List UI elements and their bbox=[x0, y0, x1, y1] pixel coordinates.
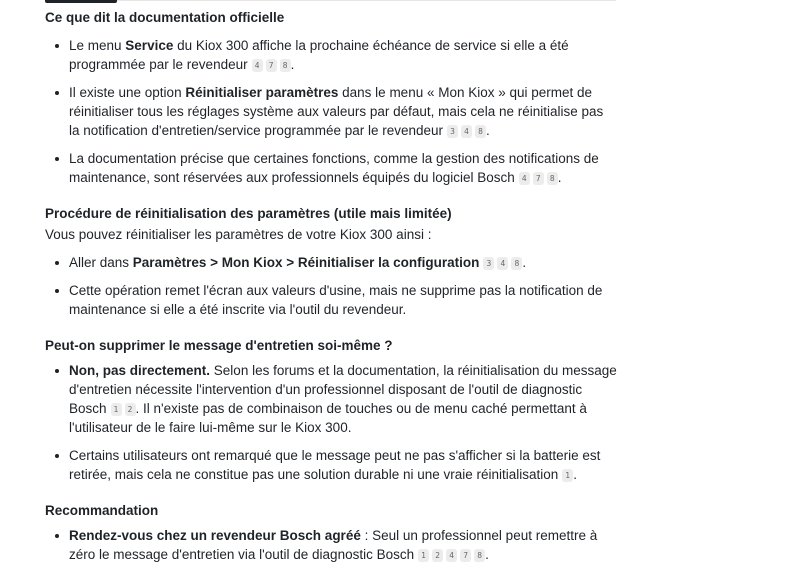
citation-group bbox=[252, 59, 291, 72]
citation-badge[interactable]: 4 bbox=[519, 172, 530, 185]
text: Selon les forums et la documentation, la réinitialisation du message d'entretien nécessite l'intervention d'un professionnel disposant de l'outil de diagnostic Bosch bbox=[69, 363, 617, 416]
list-item bbox=[45, 446, 617, 484]
text: du Kiox 300 affiche la prochaine échéance de service si elle a été programmée par le revendeur bbox=[69, 38, 569, 72]
citation-badge[interactable]: 8 bbox=[475, 125, 486, 138]
text: Certains utilisateurs ont remarqué que le message peut ne pas s'afficher si la batterie est retirée, mais cela ne constitue pas une solution durable ni une vraie réinitialisation bbox=[69, 448, 601, 482]
text: Cette opération remet l'écran aux valeurs d'usine, mais ne supprime pas la notification de maintenance si elle a été inscrite via l'outil du revendeur. bbox=[69, 283, 603, 317]
citation-badge[interactable]: 7 bbox=[460, 549, 471, 562]
citation-badge[interactable]: 7 bbox=[533, 172, 544, 185]
section-peut-on-supprimer-le-message-d-entretien bbox=[45, 336, 617, 484]
text: Aller dans bbox=[69, 255, 133, 270]
citation-badge[interactable]: 4 bbox=[446, 549, 457, 562]
citation-badge[interactable]: 8 bbox=[280, 59, 291, 72]
citation-badge[interactable]: 2 bbox=[432, 549, 443, 562]
citation-badge[interactable]: 2 bbox=[125, 403, 136, 416]
citation-badge[interactable]: 4 bbox=[497, 257, 508, 270]
text: . bbox=[290, 57, 295, 72]
section-heading: Procédure de réinitialisation des paramètres (utile mais limitée) bbox=[45, 206, 452, 221]
bold-text: Service bbox=[125, 38, 174, 53]
bullet-list bbox=[45, 526, 617, 564]
citation-badge[interactable]: 1 bbox=[418, 549, 429, 562]
section-heading: Recommandation bbox=[45, 503, 159, 518]
citation-badge[interactable]: 7 bbox=[266, 59, 277, 72]
text: Le menu bbox=[69, 38, 126, 53]
list-item bbox=[45, 149, 617, 187]
list-item bbox=[45, 526, 617, 564]
answer-content bbox=[45, 8, 617, 564]
citation-badge[interactable]: 4 bbox=[252, 59, 263, 72]
citation-badge[interactable]: 4 bbox=[461, 125, 472, 138]
citation-group bbox=[483, 257, 522, 270]
section-heading: Peut-on supprimer le message d'entretien soi-même ? bbox=[45, 338, 393, 353]
bullet-list bbox=[45, 36, 617, 187]
citation-group bbox=[111, 403, 136, 416]
section-procedure-de-reinitialisation-des-parame bbox=[45, 204, 617, 319]
citation-badge[interactable]: 8 bbox=[474, 549, 485, 562]
citation-badge[interactable]: 1 bbox=[111, 403, 122, 416]
bullet-list bbox=[45, 253, 617, 319]
text: . bbox=[557, 170, 562, 185]
section-intro: Vous pouvez réinitialiser les paramètres de votre Kiox 300 ainsi : bbox=[45, 227, 432, 242]
section-ce-que-dit-la-documentation-officielle bbox=[45, 8, 617, 187]
text: . Il n'existe pas de combinaison de touches ou de menu caché permettant à l'utilisateur de le faire lui-même sur le Kiox 300. bbox=[69, 401, 587, 435]
text: . bbox=[486, 123, 490, 138]
section-recommandation bbox=[45, 501, 617, 564]
citation-badge[interactable]: 3 bbox=[447, 125, 458, 138]
text: : Seul un professionnel peut remettre à zéro le message d'entretien via l'outil de diagnostic Bosch bbox=[69, 528, 598, 562]
citation-badge[interactable]: 3 bbox=[483, 257, 494, 270]
bullet-list bbox=[45, 361, 617, 484]
bold-text: Réinitialiser paramètres bbox=[185, 85, 339, 100]
section-heading: Ce que dit la documentation officielle bbox=[45, 10, 285, 25]
citation-badge[interactable]: 8 bbox=[547, 172, 558, 185]
citation-group bbox=[519, 172, 558, 185]
citation-group bbox=[447, 125, 486, 138]
list-item bbox=[45, 83, 617, 140]
list-item bbox=[45, 361, 617, 437]
active-tab-indicator bbox=[45, 0, 117, 3]
text: . bbox=[485, 547, 489, 562]
top-divider bbox=[45, 0, 616, 1]
list-item bbox=[45, 253, 617, 272]
text: La documentation précise que certaines fonctions, comme la gestion des notifications de maintenance, sont réservées aux professionnels équipés du logiciel Bosch bbox=[69, 151, 599, 185]
bold-text: Non, pas directement. bbox=[69, 363, 211, 378]
list-item bbox=[45, 36, 617, 74]
text: Il existe une option bbox=[69, 85, 186, 100]
text: . bbox=[573, 467, 578, 482]
list-item bbox=[45, 281, 617, 319]
text: . bbox=[522, 255, 527, 270]
bold-text: Rendez-vous chez un revendeur Bosch agréé bbox=[69, 528, 361, 543]
citation-badge[interactable]: 8 bbox=[511, 257, 522, 270]
text: dans le menu « Mon Kiox » qui permet de réinitialiser tous les réglages système aux valeurs par défaut, mais cela ne réinitialise pas la notification d'entretien/service programmée par le revendeur bbox=[69, 85, 604, 138]
bold-text: Paramètres > Mon Kiox > Réinitialiser la configuration bbox=[132, 255, 480, 270]
citation-group bbox=[562, 469, 573, 482]
citation-badge[interactable]: 1 bbox=[562, 469, 573, 482]
